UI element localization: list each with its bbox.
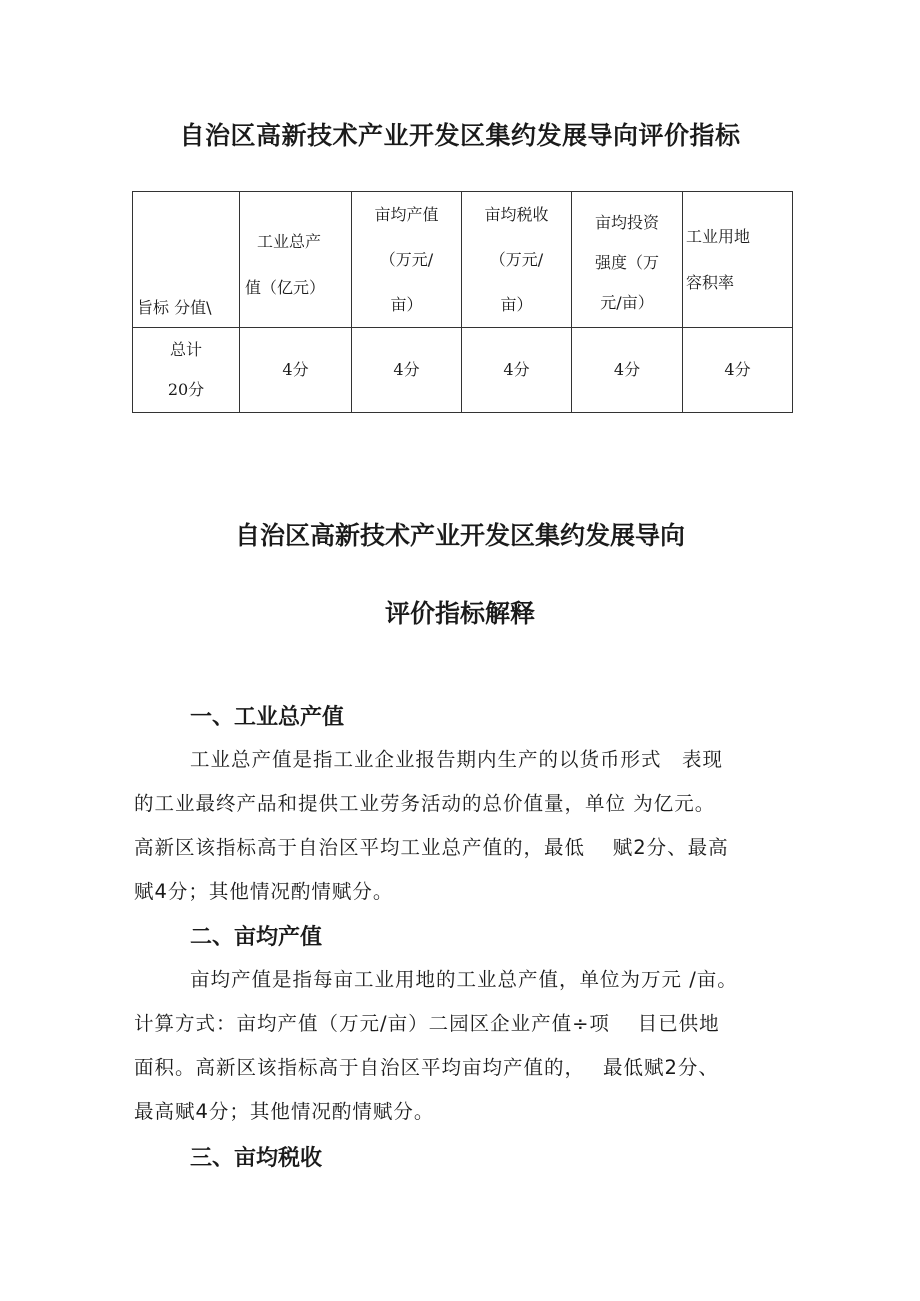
corner-label: 旨标 分值\ — [137, 298, 212, 317]
paragraph-line: 高新区该指标高于自治区平均工业总产值的，最低 赋2分、最高 — [134, 836, 729, 859]
explanation-title-line2: 评价指标解释 — [384, 599, 535, 628]
value-cell: 4分 — [462, 328, 572, 413]
header-industrial-output — [240, 192, 352, 328]
header-line: 元/亩） — [600, 292, 654, 312]
paragraph-line: 赋4分；其他情况酌情赋分。 — [134, 880, 394, 903]
section-heading-3: 三、亩均税收 — [190, 1146, 323, 1171]
header-line: 亩均产值 — [374, 205, 439, 224]
value-cell: 4分 — [240, 328, 352, 413]
indicator-table — [132, 191, 793, 413]
section-paragraph-1 — [134, 738, 794, 914]
header-line: 工业总产 — [257, 231, 322, 251]
paragraph-line: 面积。高新区该指标高于自治区平均亩均产值的， 最低赋2分、 — [134, 1056, 719, 1079]
section-heading-1: 一、工业总产值 — [190, 705, 345, 730]
total-label-line: 20分 — [167, 380, 205, 399]
value-cell: 4分 — [572, 328, 683, 413]
header-line: 亩均投资 — [594, 212, 659, 232]
header-plot-ratio — [683, 192, 793, 328]
section-heading-2: 二、亩均产值 — [190, 925, 323, 950]
header-line: 亩） — [390, 295, 423, 314]
header-line: （万元/ — [489, 250, 544, 269]
header-line: 亩） — [500, 295, 533, 314]
header-line: 值（亿元） — [245, 277, 326, 297]
table-header-row — [133, 192, 793, 328]
header-output-per-mu — [352, 192, 462, 328]
header-line: （万元/ — [379, 250, 434, 269]
header-line: 强度（万 — [594, 252, 659, 272]
section-paragraph-2 — [134, 958, 794, 1134]
header-line: 亩均税收 — [484, 205, 549, 224]
header-line: 工业用地 — [686, 226, 751, 246]
paragraph-line: 亩均产值是指每亩工业用地的工业总产值，单位为万元 /亩。 — [190, 968, 738, 991]
paragraph-line: 的工业最终产品和提供工业劳务活动的总价值量，单位 为亿元。 — [134, 792, 716, 815]
paragraph-line: 计算方式：亩均产值（万元/亩）二园区企业产值÷项 目已供地 — [134, 1012, 720, 1035]
total-label-line: 总计 — [169, 340, 202, 359]
paragraph-line: 最高赋4分；其他情况酌情赋分。 — [134, 1100, 435, 1123]
value-cell: 4分 — [683, 328, 793, 413]
paragraph-line: 工业总产值是指工业企业报告期内生产的以货币形式 表现 — [190, 748, 724, 771]
explanation-title-line1: 自治区高新技术产业开发区集约发展导向 — [234, 521, 685, 550]
table-total-row — [133, 328, 793, 413]
document-title: 自治区高新技术产业开发区集约发展导向评价指标 — [179, 121, 741, 150]
table-corner-cell — [133, 192, 240, 328]
value-cell: 4分 — [352, 328, 462, 413]
total-label-cell — [133, 328, 240, 413]
header-investment-per-mu — [572, 192, 683, 328]
header-line: 容积率 — [686, 272, 735, 292]
header-tax-per-mu — [462, 192, 572, 328]
